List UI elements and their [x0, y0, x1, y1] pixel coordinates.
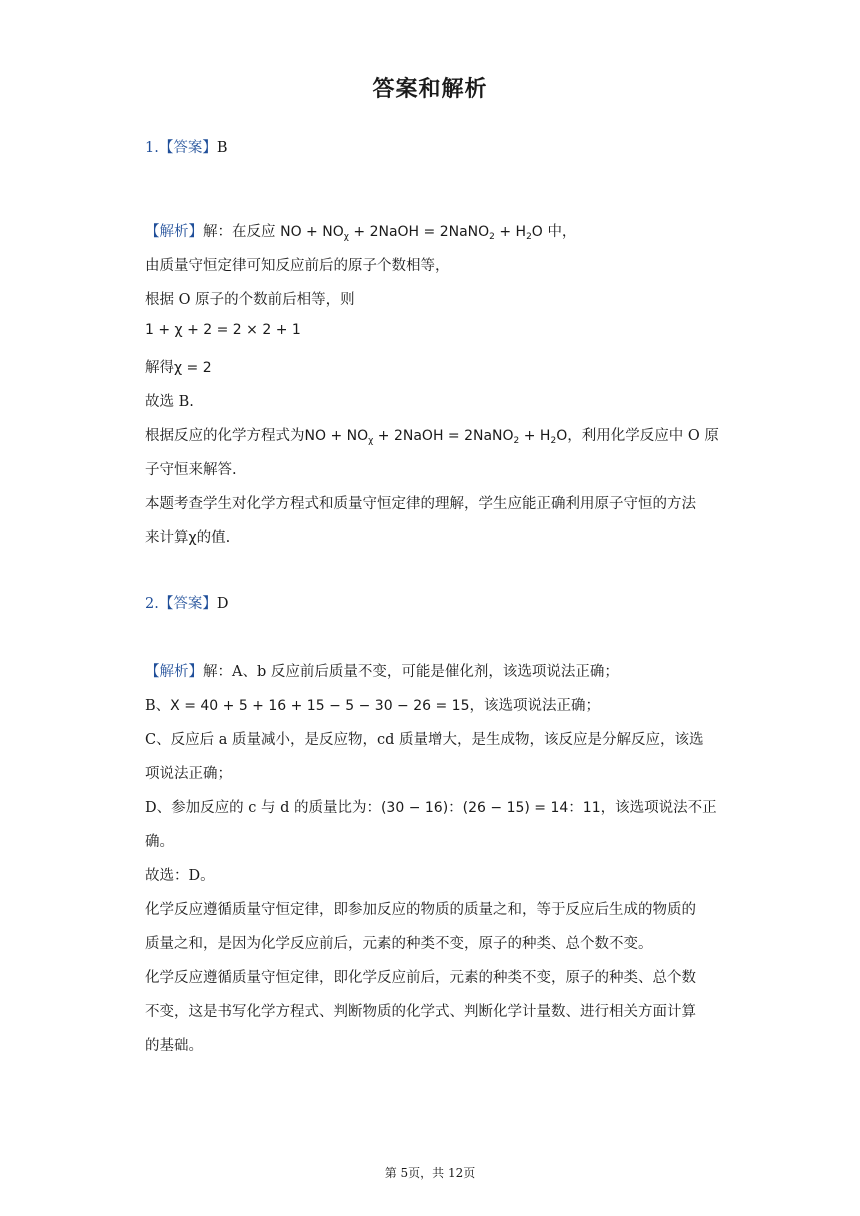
q1-analysis-line-4: 1 + χ + 2 = 2 × 2 + 1 [145, 322, 301, 338]
q1-analysis-line-6: 故选 B. [145, 394, 194, 410]
text: 的值. [196, 530, 231, 546]
q2-analysis-line-12: 的基础。 [145, 1038, 203, 1054]
equation [280, 224, 543, 240]
q1-number: 1. [145, 140, 159, 156]
text: ，该选项说法不正 [600, 800, 717, 816]
text: 解：A、b 反应前后质量不变，可能是催化剂，该选项说法正确； [203, 664, 619, 680]
q2-analysis-line-2 [145, 694, 720, 715]
eq-sub: 2 [550, 436, 557, 446]
eq-sub: 2 [489, 232, 495, 242]
q2-analysis-line-4: 项说法正确； [145, 766, 232, 782]
text: 解：在反应 [203, 224, 276, 240]
q1-answer-tag: 【答案】 [158, 140, 217, 156]
equation: X = 40 + 5 + 16 + 15 − 5 − 30 − 26 = 15 [170, 698, 470, 714]
eq-part: + 2NaOH = 2NaNO [373, 428, 514, 444]
q2-analysis-line-7: 故选：D。 [145, 868, 215, 884]
text: ，利用化学反应中 O 原 [567, 428, 719, 444]
equation: 11 [582, 800, 601, 816]
text: 中， [547, 224, 577, 240]
q2-analysis-line-11: 不变，这是书写化学方程式、判断物质的化学式、判断化学计量数、进行相关方面计算 [145, 1004, 696, 1020]
q1-analysis-line-5 [145, 356, 720, 377]
text: B、 [145, 698, 171, 714]
q1-analysis-line-2: 由质量守恒定律可知反应前后的原子个数相等， [145, 258, 450, 274]
text: ： [448, 800, 463, 816]
equation: χ [188, 530, 197, 546]
equation [305, 428, 568, 444]
text: 解得 [145, 360, 174, 376]
q1-analysis-tag: 【解析】 [145, 224, 203, 240]
eq-part: O [556, 428, 568, 444]
q2-analysis-line-6: 确。 [145, 834, 174, 850]
text: D、参加反应的 c 与 d 的质量比为： [145, 800, 381, 816]
q2-analysis-line-10: 化学反应遵循质量守恒定律，即化学反应前后，元素的种类不变，原子的种类、总个数 [145, 970, 696, 986]
q1-analysis-line-7 [145, 424, 720, 446]
text: 来计算 [145, 530, 189, 546]
equation: (30 − 16) [380, 800, 449, 816]
eq-part: + 2NaOH = 2NaNO [348, 224, 490, 240]
eq-part: NO + NO [280, 224, 344, 240]
page-title: 答案和解析 [372, 77, 488, 102]
eq-sub: 2 [513, 436, 520, 446]
eq-part: + H [519, 428, 551, 444]
equation: (26 − 15) = 14 [462, 800, 569, 816]
q1-answer-line [145, 136, 720, 157]
q2-analysis-line-5 [145, 796, 720, 817]
eq-sub: χ [343, 232, 349, 242]
q2-analysis-line-1 [145, 660, 720, 681]
q2-analysis-line-3: C、反应后 a 质量减小，是反应物，cd 质量增大，是生成物，该反应是分解反应，该选 [145, 732, 704, 748]
q2-analysis-line-8: 化学反应遵循质量守恒定律，即参加反应的物质的质量之和，等于反应后生成的物质的 [145, 902, 696, 918]
eq-part: NO + NO [304, 428, 369, 444]
page-footer: 第 5页，共 12页 [384, 1166, 476, 1180]
text: 根据反应的化学方程式为 [145, 428, 305, 444]
q2-answer-tag: 【答案】 [158, 596, 217, 612]
q1-analysis-line-9: 本题考查学生对化学方程式和质量守恒定律的理解，学生应能正确利用原子守恒的方法 [145, 496, 696, 512]
q2-answer: D [216, 596, 229, 612]
q2-analysis-line-9: 质量之和，是因为化学反应前后，元素的种类不变，原子的种类、总个数不变。 [145, 936, 653, 952]
q1-answer: B [216, 140, 228, 156]
eq-part: O [531, 224, 543, 240]
text: ： [568, 800, 583, 816]
text: ，该选项说法正确； [469, 698, 600, 714]
q2-number: 2. [145, 596, 159, 612]
q1-analysis-line-10 [145, 526, 720, 547]
eq-part: + H [494, 224, 527, 240]
q1-analysis-line-8: 子守恒来解答. [145, 462, 237, 478]
eq-sub: χ [368, 436, 374, 446]
eq-sub: 2 [526, 232, 532, 242]
q2-analysis-tag: 【解析】 [145, 664, 203, 680]
equation: χ = 2 [174, 360, 212, 376]
q2-answer-line [145, 592, 720, 613]
q1-analysis-line-3: 根据 O 原子的个数前后相等，则 [145, 292, 355, 308]
q1-analysis-line-1 [145, 220, 720, 242]
